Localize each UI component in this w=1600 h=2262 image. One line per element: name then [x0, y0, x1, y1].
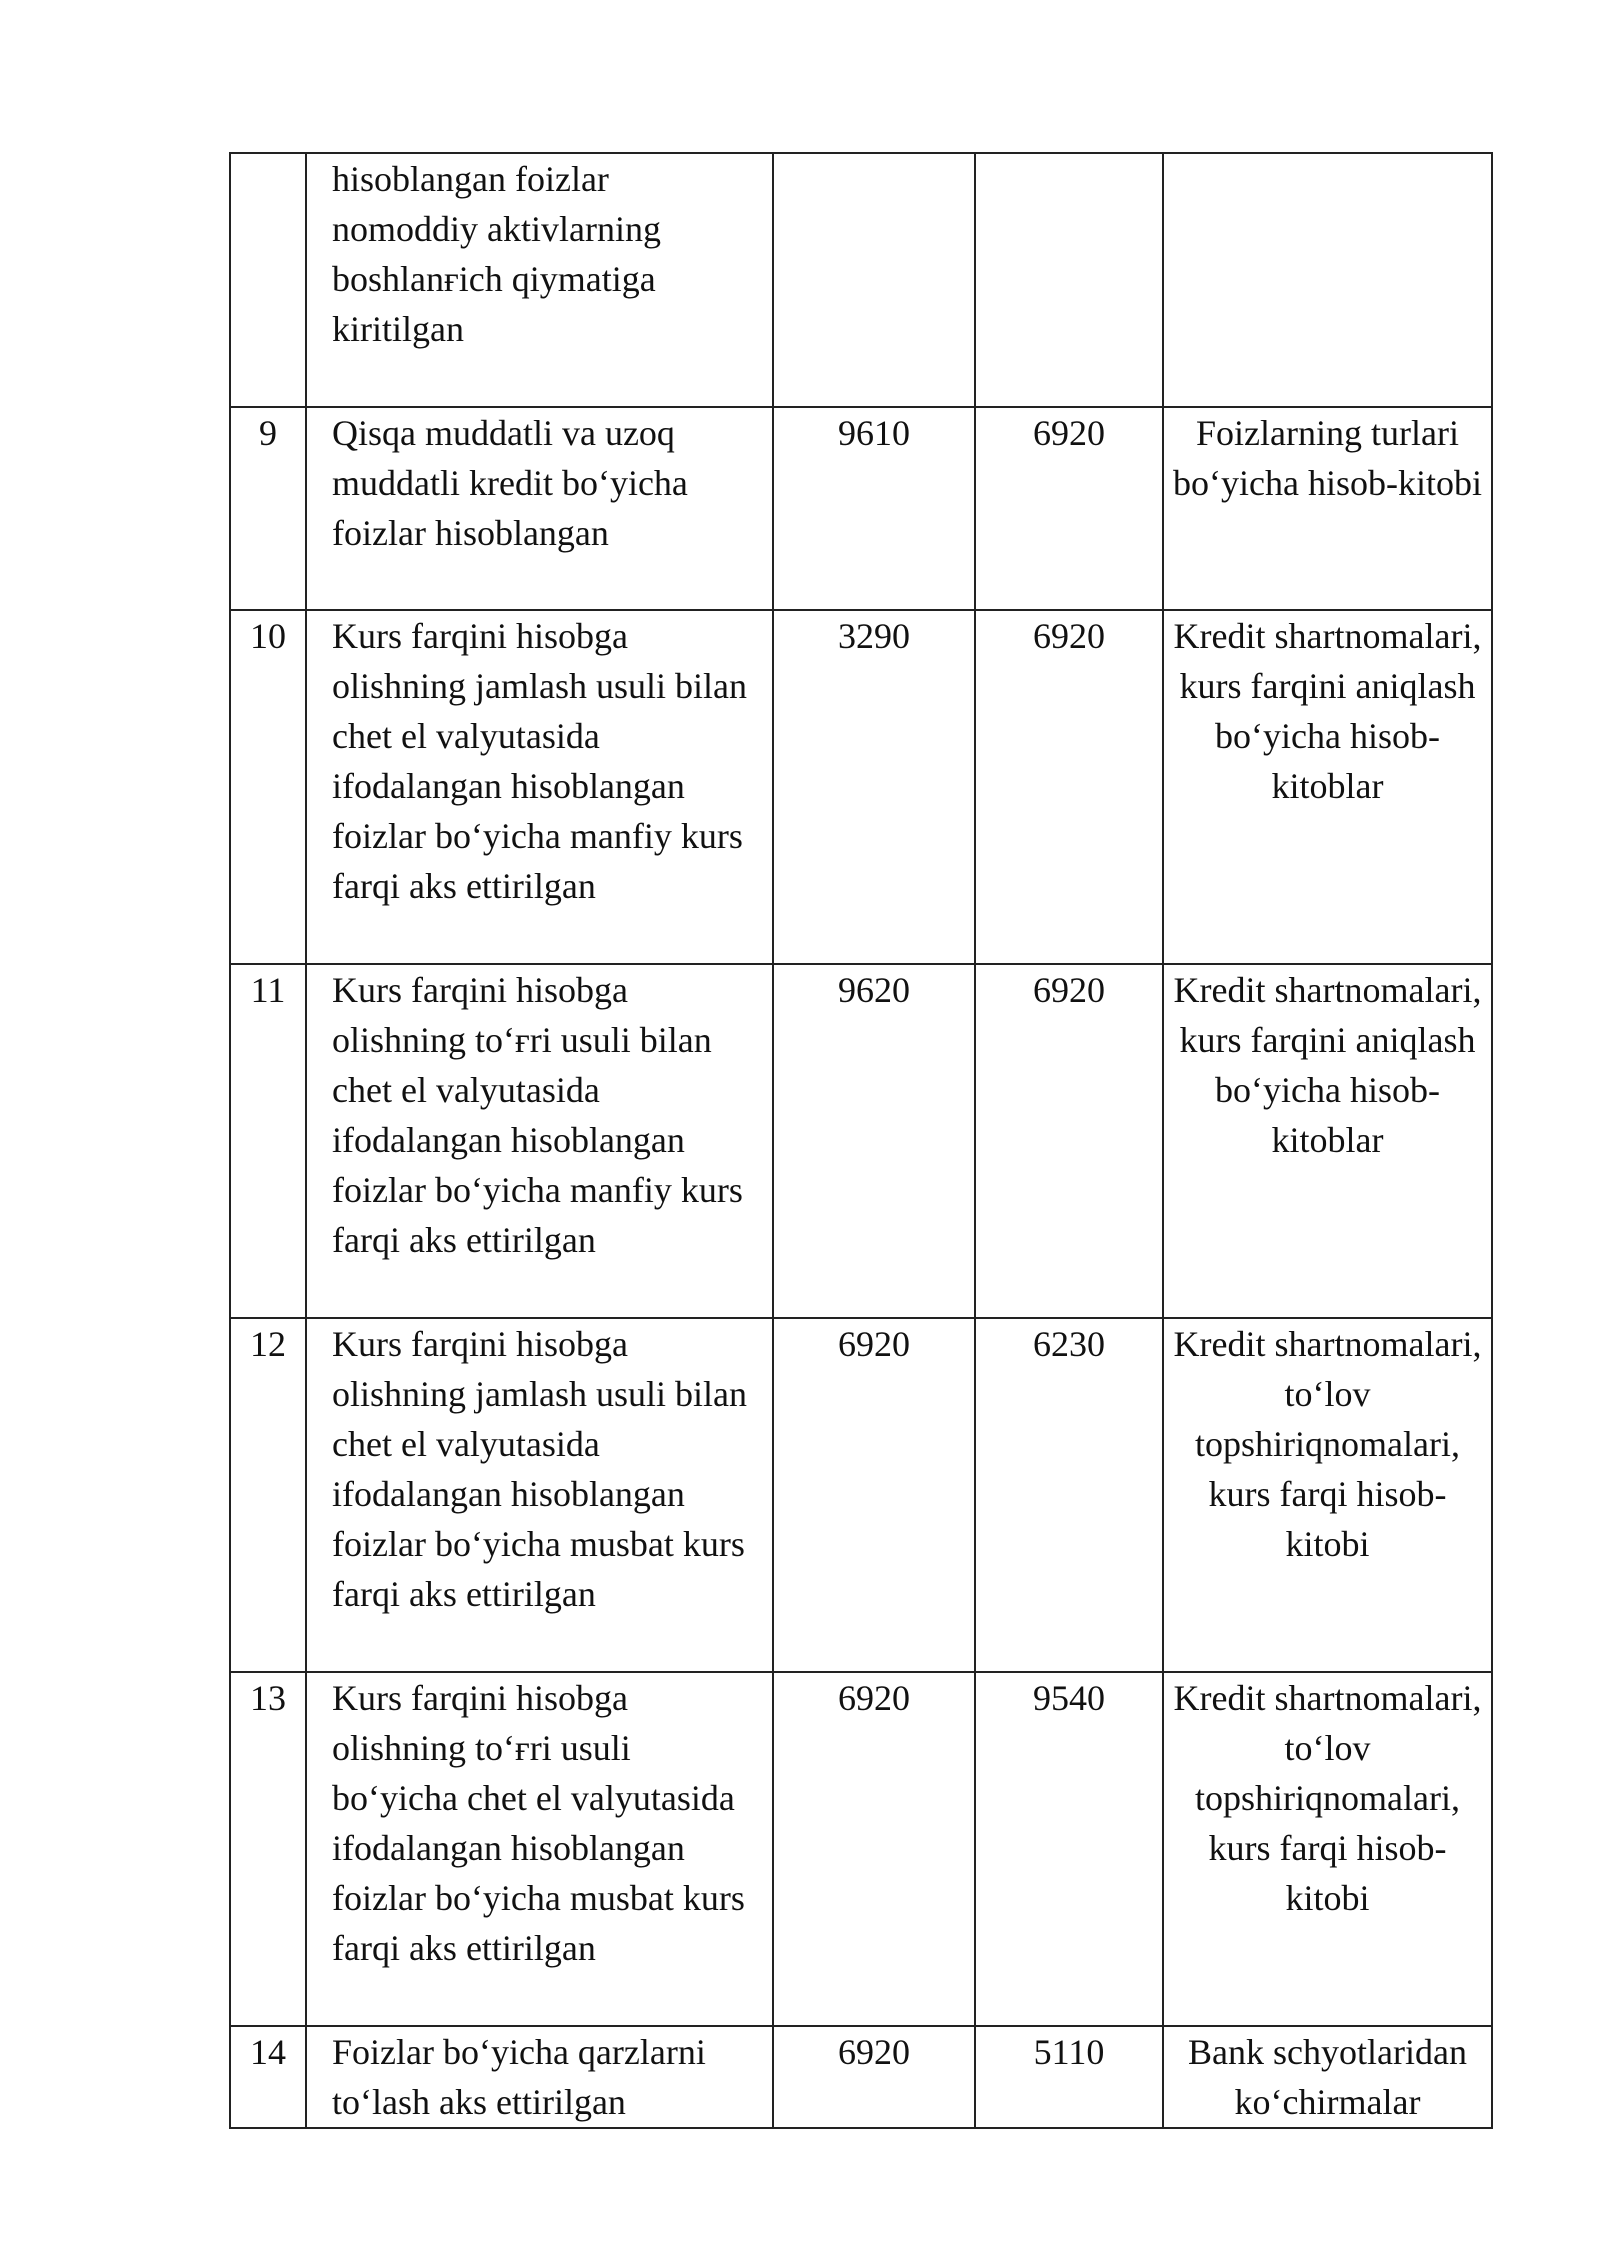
table-row	[230, 153, 1492, 407]
credit-account-cell: 6920	[975, 610, 1163, 964]
debit-account-cell: 6920	[773, 2026, 975, 2128]
credit-account-cell: 9540	[975, 1672, 1163, 2026]
row-number-cell: 14	[230, 2026, 306, 2128]
operation-description-cell: Kurs farqini hisobga olishning jamlash usuli bilan chet el valyutasida ifodalangan hisoblangan foizlar bo‘yicha musbat kurs farqi aks ettirilgan	[306, 1318, 773, 1672]
debit-account-cell: 3290	[773, 610, 975, 964]
source-document-cell: Bank schyotlaridan ko‘chirmalar	[1163, 2026, 1492, 2128]
debit-account-cell: 9610	[773, 407, 975, 610]
row-number-cell	[230, 153, 306, 407]
row-number-cell: 10	[230, 610, 306, 964]
operation-description-cell: Kurs farqini hisobga olishning to‘ғri usuli bo‘yicha chet el valyutasida ifodalangan hisoblangan foizlar bo‘yicha musbat kurs farqi aks ettirilgan	[306, 1672, 773, 2026]
row-number-cell: 9	[230, 407, 306, 610]
source-document-cell: Kredit shartnomalari, kurs farqini aniqlash bo‘yicha hisob- kitoblar	[1163, 610, 1492, 964]
table-row	[230, 964, 1492, 1318]
debit-account-cell: 9620	[773, 964, 975, 1318]
table-row	[230, 1672, 1492, 2026]
table-row	[230, 407, 1492, 610]
source-document-cell: Kredit shartnomalari, kurs farqini aniqlash bo‘yicha hisob- kitoblar	[1163, 964, 1492, 1318]
operation-description-cell: Kurs farqini hisobga olishning to‘ғri usuli bilan chet el valyutasida ifodalangan hisoblangan foizlar bo‘yicha manfiy kurs farqi aks ettirilgan	[306, 964, 773, 1318]
source-document-cell: Foizlarning turlari bo‘yicha hisob-kitobi	[1163, 407, 1492, 610]
credit-account-cell: 5110	[975, 2026, 1163, 2128]
table-row	[230, 2026, 1492, 2128]
credit-account-cell: 6920	[975, 964, 1163, 1318]
operation-description-cell: hisoblangan foizlar nomoddiy aktivlarning boshlanғich qiymatiga kiritilgan	[306, 153, 773, 407]
debit-account-cell	[773, 153, 975, 407]
accounting-entries-table	[229, 152, 1493, 2129]
operation-description-cell: Qisqa muddatli va uzoq muddatli kredit bo‘yicha foizlar hisoblangan	[306, 407, 773, 610]
credit-account-cell: 6920	[975, 407, 1163, 610]
row-number-cell: 12	[230, 1318, 306, 1672]
credit-account-cell: 6230	[975, 1318, 1163, 1672]
debit-account-cell: 6920	[773, 1672, 975, 2026]
credit-account-cell	[975, 153, 1163, 407]
table-row	[230, 1318, 1492, 1672]
row-number-cell: 13	[230, 1672, 306, 2026]
operation-description-cell: Kurs farqini hisobga olishning jamlash usuli bilan chet el valyutasida ifodalangan hisoblangan foizlar bo‘yicha manfiy kurs farqi aks ettirilgan	[306, 610, 773, 964]
source-document-cell	[1163, 153, 1492, 407]
row-number-cell: 11	[230, 964, 306, 1318]
operation-description-cell: Foizlar bo‘yicha qarzlarni to‘lash aks ettirilgan	[306, 2026, 773, 2128]
debit-account-cell: 6920	[773, 1318, 975, 1672]
source-document-cell: Kredit shartnomalari, to‘lov topshiriqnomalari, kurs farqi hisob- kitobi	[1163, 1318, 1492, 1672]
source-document-cell: Kredit shartnomalari, to‘lov topshiriqnomalari, kurs farqi hisob- kitobi	[1163, 1672, 1492, 2026]
table-row	[230, 610, 1492, 964]
